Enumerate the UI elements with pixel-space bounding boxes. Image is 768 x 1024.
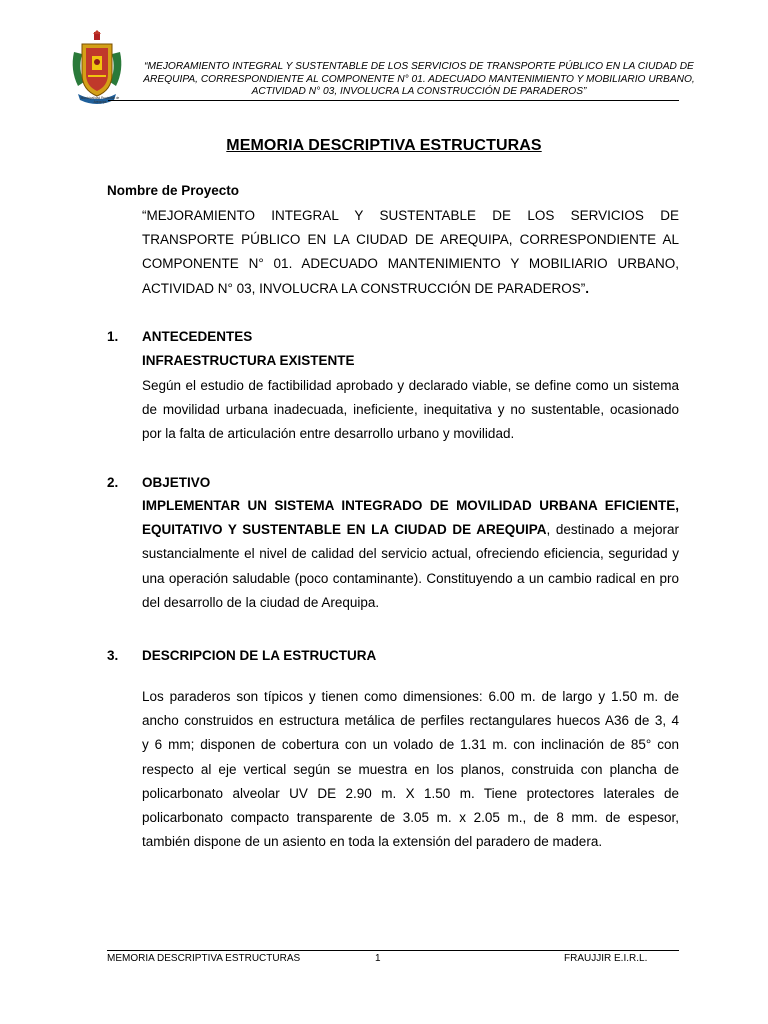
section-1-title: ANTECEDENTES <box>142 329 253 344</box>
paragraph-line: también dispone de un asiento en toda la extensión del paradero de madera. <box>142 834 603 850</box>
project-end-mark: . <box>585 280 589 296</box>
paragraph-line <box>142 518 679 542</box>
section-2-paragraph <box>142 494 679 615</box>
paragraph-line: respecto al eje vertical según se muestra en los planos, construida con plancha de <box>142 761 679 777</box>
objective-line-rest: , destinado a mejorar <box>546 522 679 538</box>
paragraph-line: del desarrollo de la ciudad de Arequipa. <box>142 594 380 610</box>
paragraph-line: ancho construidos en estructura metálica de perfiles rectangulares huecos A36 de 3, 4 <box>142 713 679 729</box>
paragraph-line: por la falta de articulación entre desarrollo urbano y movilidad. <box>142 426 515 442</box>
project-name-paragraph <box>142 204 679 301</box>
section-3-paragraph <box>142 685 679 854</box>
objective-bold-text: EQUITATIVO Y SUSTENTABLE EN LA CIUDAD DE AREQUIPA <box>142 522 547 538</box>
paragraph-line: “MEJORAMIENTO INTEGRAL Y SUSTENTABLE DE LOS SERVICIOS DE <box>142 208 679 223</box>
section-2-title: OBJETIVO <box>142 475 211 490</box>
header-divider <box>108 100 679 101</box>
paragraph-line: de movilidad urbana inadecuada, ineficiente, inequitativa y no sustentable, ocasionado <box>142 402 679 418</box>
municipal-coat-of-arms-logo <box>70 30 124 106</box>
section-1-number: 1. <box>107 329 119 344</box>
paragraph-line: sustancialmente el nivel de calidad del servicio actual, ofreciendo eficiencia, seguridad y <box>142 546 679 562</box>
section-1-paragraph <box>142 374 679 447</box>
objective-bold-line: IMPLEMENTAR UN SISTEMA INTEGRADO DE MOVILIDAD URBANA EFICIENTE, <box>142 498 679 513</box>
paragraph-line: Los paraderos son típicos y tienen como dimensiones: 6.00 m. de largo y 1.50 m. de <box>142 689 679 704</box>
footer-divider <box>107 950 679 951</box>
paragraph-line: Según el estudio de factibilidad aprobado y declarado viable, se define como un sistema <box>142 378 679 393</box>
paragraph-line <box>142 277 679 301</box>
project-last-line-text: ACTIVIDAD N° 03, INVOLUCRA LA CONSTRUCCIÓN DE PARADEROS” <box>142 280 586 296</box>
section-2-number: 2. <box>107 475 119 490</box>
header-project-title <box>120 61 718 99</box>
header-line: ACTIVIDAD N° 03, INVOLUCRA LA CONSTRUCCIÓN DE PARADEROS” <box>251 86 587 98</box>
paragraph-line: y 6 mm; disponen de cobertura con un volado de 1.31 m. con inclinación de 85° con <box>142 737 679 753</box>
paragraph-line: una operación saludable (poco contaminante). Constituyendo a un cambio radical en pro <box>142 570 679 586</box>
section-1-subtitle: INFRAESTRUCTURA EXISTENTE <box>142 353 355 368</box>
document-title: MEMORIA DESCRIPTIVA ESTRUCTURAS <box>226 137 542 154</box>
section-3-number: 3. <box>107 648 119 663</box>
footer-company-name: FRAUJJIR E.I.R.L. <box>564 953 648 964</box>
header-line: AREQUIPA, CORRESPONDIENTE AL COMPONENTE N° 01. ADECUADO MANTENIMIENTO Y MOBILIARIO URBANO, <box>143 73 695 85</box>
footer-page-number: 1 <box>375 953 381 964</box>
header-line: “MEJORAMIENTO INTEGRAL Y SUSTENTABLE DE LOS SERVICIOS DE TRANSPORTE PÚBLICO EN LA CIUDAD DE <box>144 61 694 72</box>
paragraph-line: COMPONENTE N° 01. ADECUADO MANTENIMIENTO Y MOBILIARIO URBANO, <box>142 256 679 272</box>
paragraph-line: policarbonato compacto transparente de 3.05 m. x 2.05 m., de 8 mm. de espesor, <box>142 809 679 825</box>
page-header <box>70 30 695 102</box>
project-name-label: Nombre de Proyecto <box>107 183 240 198</box>
footer-document-name: MEMORIA DESCRIPTIVA ESTRUCTURAS <box>107 953 301 964</box>
paragraph-line: TRANSPORTE PÚBLICO EN LA CIUDAD DE AREQUIPA, CORRESPONDIENTE AL <box>142 232 679 248</box>
paragraph-line: policarbonato alveolar UV DE 2.90 m. X 1.50 m. Tiene protectores laterales de <box>142 785 679 801</box>
section-3-title: DESCRIPCION DE LA ESTRUCTURA <box>142 648 377 663</box>
logo-caption: Municipalidad Provincial de Arequipa <box>80 96 120 104</box>
